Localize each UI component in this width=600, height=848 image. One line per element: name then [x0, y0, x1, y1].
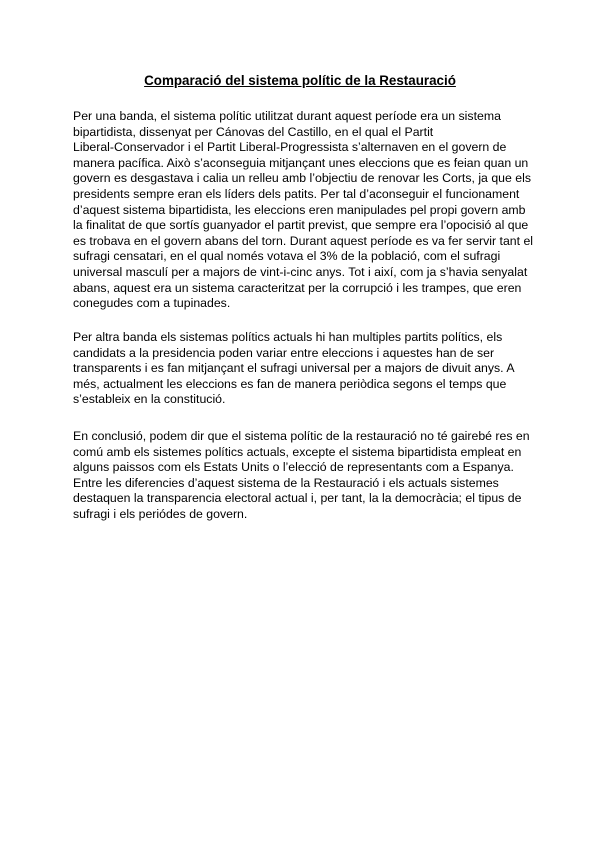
paragraph-line: sufragi i els periódes de govern.: [73, 506, 248, 521]
document-title: Comparació del sistema polític de la Restauració: [144, 73, 456, 88]
paragraph-line: bipartidista, dissenyat per Cánovas del Castillo, en el qual el Partit: [73, 124, 434, 139]
paragraph-line: destaquen la transparencia electoral actual i, per tant, la la democràcia; el tipus de: [73, 491, 522, 506]
paragraph-line: Entre les diferencies d’aquest sistema de la Restauració i els actuals sistemes: [73, 475, 499, 490]
paragraph-line: Per una banda, el sistema polític utilitzat durant aquest període era un sistema: [73, 109, 501, 123]
paragraph-line: es trobava en el govern abans del torn. Durant aquest període es va fer servir tant el: [73, 233, 534, 248]
paragraph-line: universal masculí per a majors de vint-i-cinc anys. Tot i així, com ja s’havia senyalat: [73, 264, 528, 279]
paragraph-line: s’estableix en la constitució.: [73, 392, 226, 407]
paragraph-line: abans, aquest era un sistema caracteritzat per la corrupció i les trampes, que eren: [73, 280, 522, 295]
paragraph-line: En conclusió, podem dir que el sistema polític de la restauració no té gairebé res en: [73, 429, 530, 443]
paragraph-conclusion: [73, 429, 531, 523]
paragraph-line: comú amb els sistemes polítics actuals, excepte el sistema bipartidista empleat en: [73, 444, 522, 459]
paragraph-line: alguns paissos com els Estats Units o l’elecció de representants com a Espanya.: [73, 460, 514, 475]
paragraph-line: la finalitat de que sortís guanyador el partit previst, que sempre era l’opocisió al que: [73, 218, 529, 233]
paragraph-line: més, actualment les eleccions es fan de manera periòdica segons el temps que: [73, 376, 507, 391]
paragraph-line: presidents sempre eran els líders dels patits. Per tal d’aconseguir el funcionament: [73, 186, 520, 201]
paragraph-restauracio-system: [73, 109, 534, 312]
paragraph-line: sufragi censatari, en el qual només votava el 3% de la població, com el sufragi: [73, 249, 501, 264]
paragraph-line: Per altra banda els sistemas polítics actuals hi han multiples partits polítics, els: [73, 330, 503, 344]
paragraph-line: manera pacífica. Això s’aconseguia mitjançant unes eleccions que es feian quan un: [73, 155, 529, 170]
paragraph-line: Liberal-Conservador i el Partit Liberal-Progressista s’alternaven en el govern de: [73, 140, 507, 155]
paragraph-line: govern es desgastava i calia un relleu amb l’objectiu de renovar les Corts, ja que els: [73, 171, 531, 186]
paragraph-line: d’aquest sistema bipartidista, les eleccions eren manipulades pel propi govern amb: [73, 202, 526, 217]
paragraph-line: candidats a la presidencia poden variar entre eleccions i aquestes han de ser: [73, 345, 495, 360]
paragraph-line: conegudes com a tupinades.: [73, 296, 231, 311]
paragraph-line: transparents i es fan mitjançant el sufragi universal per a majors de divuit anys. A: [73, 361, 515, 376]
paragraph-current-systems: [73, 330, 531, 408]
